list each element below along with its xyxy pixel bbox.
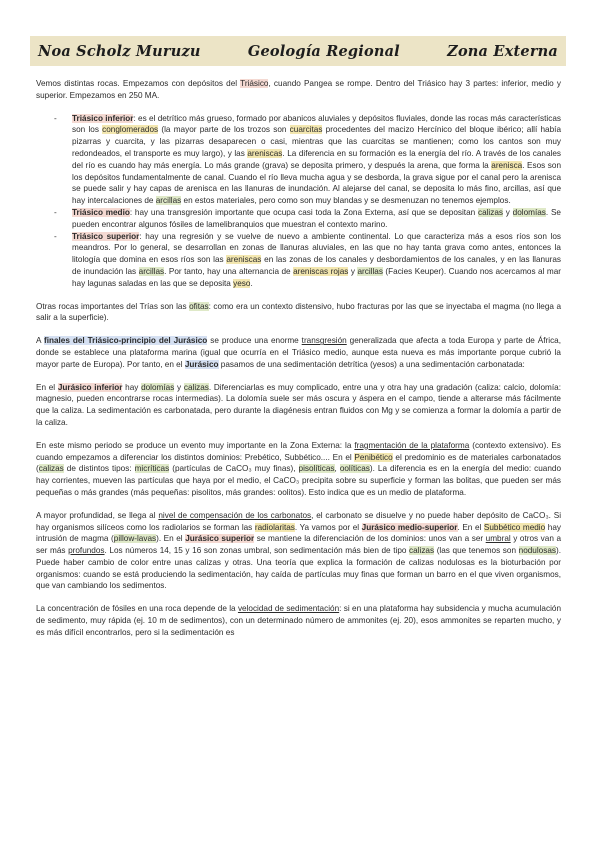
underlined-term: velocidad de sedimentación	[237, 604, 340, 614]
text: de distintos tipos:	[63, 464, 135, 474]
text: generalizada que afecta a toda Europa y parte de África, donde se establece una plataforma marina (igual que ocurría en el Triásico medio, aunque esta nueva es más importante porque cubrió la mayor parte de Europa). Por tanto, en el	[36, 336, 561, 369]
text: : si en una plataforma hay subsidencia y mucha acumulación de sedimento, muy rápida (ej. 10 m de sedimentos), con un determinado número de ammonites (ej. 20), esos ammonites se reparten mucho, y es más difícil encontrarlos, pero si la sedimentación es	[36, 604, 561, 637]
text: . En el	[457, 522, 484, 532]
document-body	[36, 78, 561, 639]
text: (la mayor parte de los trozos son	[158, 125, 290, 135]
highlight-term: arenisca	[491, 160, 523, 170]
text: Vemos distintas rocas. Empezamos con depósitos del	[36, 79, 241, 88]
term-heading: Triásico medio	[72, 207, 130, 217]
highlight-term: radiolaritas	[254, 522, 295, 532]
text: . Se pueden encontrar algunos fósiles de lamelibranquios que muestran el contexto marino.	[72, 207, 561, 229]
text: A	[36, 336, 44, 346]
text: ). En el	[156, 534, 186, 544]
text: y	[174, 382, 184, 392]
highlight-term: Triásico	[240, 79, 269, 88]
highlight-term: areniscas	[226, 255, 262, 265]
text: hay	[122, 382, 142, 392]
text: el predominio es de materiales carbonatados (	[36, 452, 561, 474]
text: , cuando Pangea se rompe. Dentro del Triásico hay 3 partes: inferior, medio y superior. Empezamos en 250 MA.	[36, 79, 561, 100]
text: La concentración de fósiles en una roca depende de la	[36, 604, 238, 614]
text: . Por tanto, hay una alternancia de	[164, 266, 294, 276]
term-heading: Triásico superior	[72, 231, 140, 241]
text: y	[348, 266, 358, 276]
paragraph	[36, 382, 561, 429]
text: . Diferenciarlas es muy complicado, entre una y otra hay una gradación (caliza: calcio, dolomía: magnesio, pueden encontrarse rocas intermedias). La dolomía suele ser más oscura y áspera en el campo, tiende a alterarse más fácilmente que la caliza. La sedimentación es carbonatada, pero durante la diagénesis entran fluidos con Mg y se comienza a formar la dolomía a partir de la caliza.	[36, 382, 561, 427]
text: procedentes del macizo Hercínico del bloque ibérico; allí había pizarras y cuarcita, y las pizarras desaparecen o casi, mientras que las cuarcitas se mantienen; como los cantos son muy redondeados, el transporte es muy largo), y las	[72, 125, 561, 158]
paragraph	[36, 301, 561, 325]
text: En este mismo periodo se produce un evento muy importante en la Zona Externa: la	[36, 440, 355, 450]
highlight-term: ofitas	[189, 301, 209, 311]
text: : es el detrítico más grueso, formado por abanicos aluviales y depósitos fluviales, donde las rocas más características son los	[72, 113, 561, 135]
highlight-term: oolíticas	[339, 464, 370, 474]
list-item	[72, 207, 561, 231]
highlight-term: calizas	[183, 382, 209, 392]
highlight-term: arcillas	[357, 266, 383, 276]
text: y	[503, 207, 513, 217]
header-topic: Zona Externa	[447, 42, 558, 60]
text: , el carbonato se disuelve y no puede haber depósito de CaCO₃. Si hay organismos silíceos como los radiolarios se forman las	[36, 510, 562, 532]
paragraph	[36, 603, 561, 638]
highlight-term: Jurásico medio-superior	[361, 522, 458, 532]
highlight-term: nodulosas	[518, 546, 556, 556]
list-item	[72, 113, 561, 207]
text: : hay una transgresión importante que ocupa casi toda la Zona Externa, así que se depositan	[129, 207, 478, 217]
text: pasamos de una sedimentación detrítica (yesos) a una sedimentación carbonatada:	[218, 359, 525, 369]
highlight-term: cuarcitas	[289, 125, 323, 135]
highlight-term: dolomías	[512, 207, 546, 217]
text: ). La diferencia es en la energía del medio: cuando hay corrientes, mueven las partículas que haya por el medio, el CaCO₃ precipita sobre su superficie y forman las bolitas, que pueden ser más pequeñas o más grandes (más pequeñas: pisolitos, más grandes: oolitos). Esto indica que es un medio de plataforma.	[36, 464, 561, 497]
text: ,	[334, 464, 340, 474]
highlight-term: areniscas rojas	[293, 266, 349, 276]
underlined-term: fragmentación de la plataforma	[354, 440, 470, 450]
triassic-list	[36, 113, 561, 290]
intro-paragraph	[36, 78, 561, 102]
highlight-term: calizas	[409, 546, 435, 556]
header-subject: Geología Regional	[247, 42, 400, 60]
underlined-term: nivel de compensación de los carbonatos	[158, 510, 312, 520]
highlight-term: micríticas	[134, 464, 170, 474]
page-header-banner	[30, 36, 566, 66]
text: en estos materiales, pero como son muy blandas y se desmenuzan no tenemos ejemplos.	[181, 196, 511, 206]
underlined-term: transgresión	[301, 336, 347, 346]
text: A mayor profundidad, se llega al	[36, 510, 159, 520]
paragraph	[36, 440, 561, 499]
text: (Facies Keuper). Cuando nos acercamos al mar hay lagunas saladas en las que se deposita	[72, 266, 561, 288]
paragraph	[36, 510, 561, 593]
underlined-term: umbral	[485, 534, 511, 544]
highlight-term: conglomerados	[102, 125, 159, 135]
highlight-term: Jurásico inferior	[57, 382, 123, 392]
text: . La diferencia en su formación es la energía del río. A través de los canales del río es cuando hay más energía. Lo más grande (grava) se deposita primero, y después la arena, que forma la	[72, 148, 561, 170]
underlined-term: profundos	[68, 546, 105, 556]
header-author: Noa Scholz Muruzu	[38, 42, 201, 60]
highlight-term: Jurásico superior	[185, 534, 255, 544]
text: se mantiene la diferenciación de los dominios: unos van a ser	[254, 534, 486, 544]
highlight-term: Jurásico	[184, 359, 219, 369]
paragraph	[36, 335, 561, 370]
highlight-term: calizas	[38, 464, 64, 474]
highlight-term: pisolíticas	[298, 464, 335, 474]
list-item	[72, 231, 561, 290]
text: : como era un contexto distensivo, hubo fracturas por las que se inyectaba el magma (no llega a salir a la superficie).	[36, 301, 562, 323]
highlight-term: arcillas	[138, 266, 165, 276]
highlight-term: calizas	[477, 207, 503, 217]
text: hay intrusión de magma (	[36, 522, 561, 544]
text: En el	[36, 382, 58, 392]
highlight-term: arcillas	[155, 196, 182, 206]
text: y otros van a ser más	[36, 534, 562, 556]
highlight-term: pillow-lavas	[113, 534, 157, 544]
highlight-term: areniscas	[247, 148, 283, 158]
term-heading: Triásico inferior	[72, 113, 134, 123]
text: .	[250, 278, 253, 288]
text: . Esos son los depósitos fundamentalmente de canal. Cuando el río lleva mucha agua y se desborda, la grava sigue por el canal pero la arenisca se puede salir y hay capas de arenisca en las llanuras de inundación. Al alejarse del canal, se deposita lo más fino, arcillas, así que hay intercalaciones de	[72, 160, 561, 206]
highlight-term: dolomías	[141, 382, 175, 392]
text: se produce una enorme	[207, 336, 302, 346]
highlight-term: Subbético medio	[483, 522, 546, 532]
text: Otras rocas importantes del Trías son las	[36, 301, 190, 311]
highlight-term: Penibético	[354, 452, 393, 462]
text: : hay una regresión y se vuelve de nuevo a ambiente continental. Lo que caracteriza más a esos ríos son los meandros. Por lo general, se desarrollan en zonas de llanuras aluviales, en las que no hay tanta grava como antes, entonces la litología que domina en esos ríos son las	[72, 231, 561, 265]
text: (las que tenemos son	[434, 546, 519, 556]
highlight-term: finales del Triásico-principio del Jurásico	[43, 336, 208, 346]
text: (partículas de CaCO₃ muy finas),	[169, 464, 299, 474]
text: en las zonas de los canales y desbordamientos de los canales, y en las llanuras de inundación las	[72, 255, 561, 276]
text: (contexto extensivo). Es cuando empezamos a diferenciar los distintos dominios: Prebético, Subbético.... En el	[36, 440, 561, 462]
text: . Ya vamos por el	[294, 522, 362, 532]
text: ). Puede haber cambio de color entre unas calizas y otras. Una teoría que explica la formación de calizas nodulosas es la bioturbación por organismos: cuando se está produciendo la sedimentación, hay caída de partículas muy finas que forman un barro en el que viven organismos, que van cambiando los sedimentos.	[36, 546, 561, 591]
highlight-term: yeso	[233, 278, 251, 288]
text: . Los números 14, 15 y 16 son zonas umbral, son sedimentación más bien de tipo	[104, 546, 410, 556]
